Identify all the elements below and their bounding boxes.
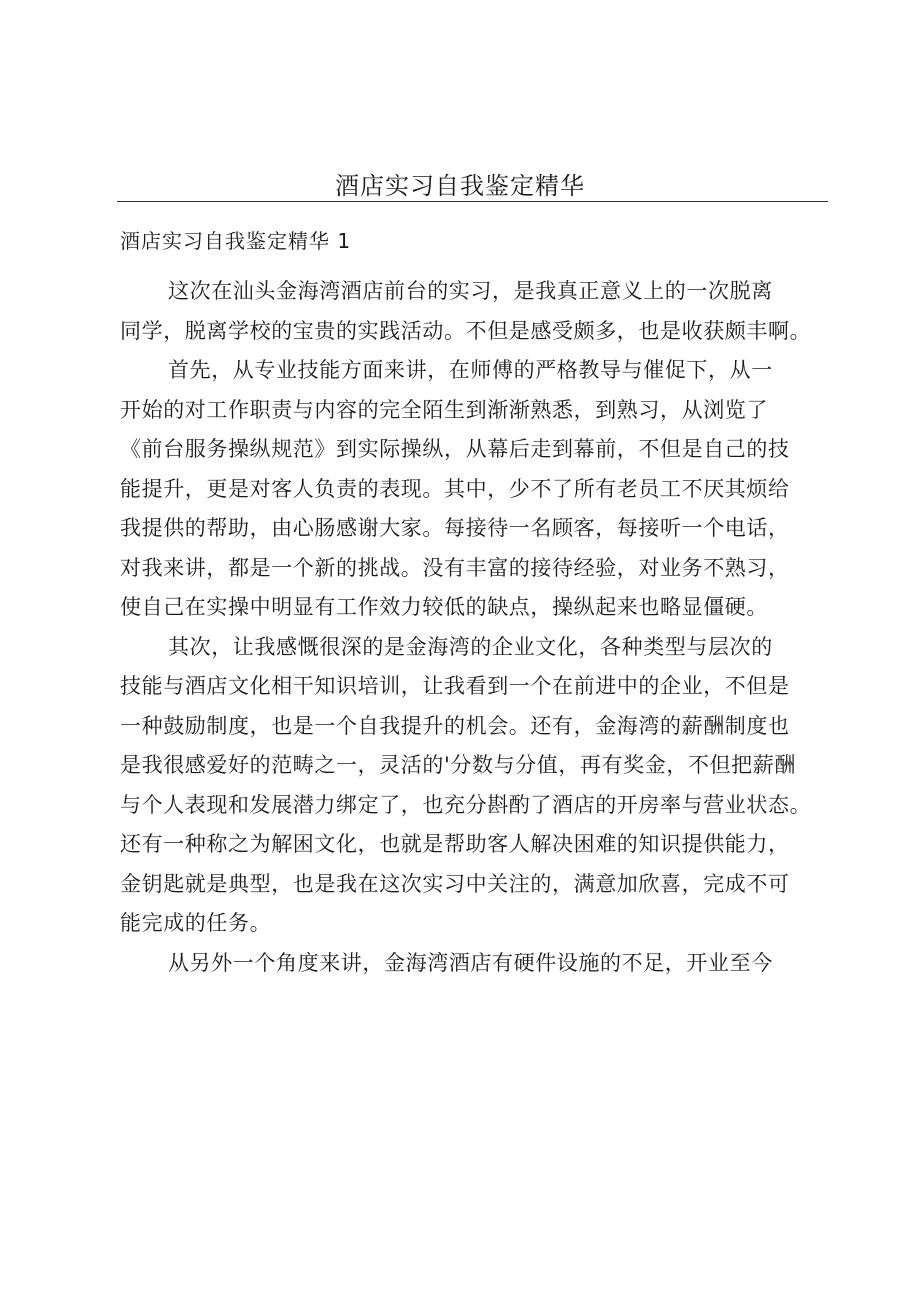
text-line: 能完成的任务。 [120, 911, 272, 935]
paragraph-3 [120, 628, 828, 944]
text-line: 对我来讲，都是一个新的挑战。没有丰富的接待经验，对业务不熟习， [120, 555, 790, 580]
text-line: 与个人表现和发展潜力绑定了，也充分斟酌了酒店的开房率与营业状态。 [120, 792, 812, 817]
text-line: 这次在汕头金海湾酒店前台的实习，是我真正意义上的一次脱离 [168, 279, 773, 303]
paragraph-2 [120, 351, 828, 628]
text-line: 金钥匙就是典型，也是我在这次实习中关注的，满意加欣喜，完成不可 [120, 871, 790, 896]
text-line: 同学，脱离学校的宝贵的实践活动。不但是感受颇多，也是收获颇丰啊。 [120, 318, 812, 343]
paragraph-1 [120, 272, 828, 351]
title-underline [117, 201, 828, 202]
paragraph-4 [120, 944, 828, 984]
document-body [120, 272, 828, 983]
text-line: 首先，从专业技能方面来讲，在师傅的严格教导与催促下，从一 [168, 358, 773, 382]
text-line: 《前台服务操纵规范》到实际操纵，从幕后走到幕前，不但是自己的技 [120, 437, 790, 461]
text-line: 技能与酒店文化相干知识培训，让我看到一个在前进中的企业，不但是 [120, 674, 790, 698]
text-line: 其次，让我感慨很深的是金海湾的企业文化，各种类型与层次的 [168, 634, 773, 659]
section-heading: 酒店实习自我鉴定精华 1 [120, 229, 352, 253]
document-title: 酒店实习自我鉴定精华 [335, 172, 585, 200]
text-line: 使自己在实操中明显有工作效力较低的缺点，操纵起来也略显僵硬。 [120, 595, 768, 619]
text-line: 开始的对工作职责与内容的完全陌生到渐渐熟悉，到熟习，从浏览了 [120, 397, 768, 422]
text-line: 还有一种称之为解困文化，也就是帮助客人解决困难的知识提供能力， [120, 832, 790, 856]
text-line: 能提升，更是对客人负责的表现。其中，少不了所有老员工不厌其烦给 [120, 476, 790, 501]
text-line: 是我很感爱好的范畴之一，灵活的'分数与分值，再有奖金，不但把薪酬 [120, 753, 796, 777]
text-line: 我提供的帮助，由心肠感谢大家。每接待一名顾客，每接听一个电话， [120, 516, 790, 540]
text-line: 一种鼓励制度，也是一个自我提升的机会。还有，金海湾的薪酬制度也 [120, 713, 790, 738]
text-line: 从另外一个角度来讲，金海湾酒店有硬件设施的不足，开业至今 [168, 950, 773, 975]
